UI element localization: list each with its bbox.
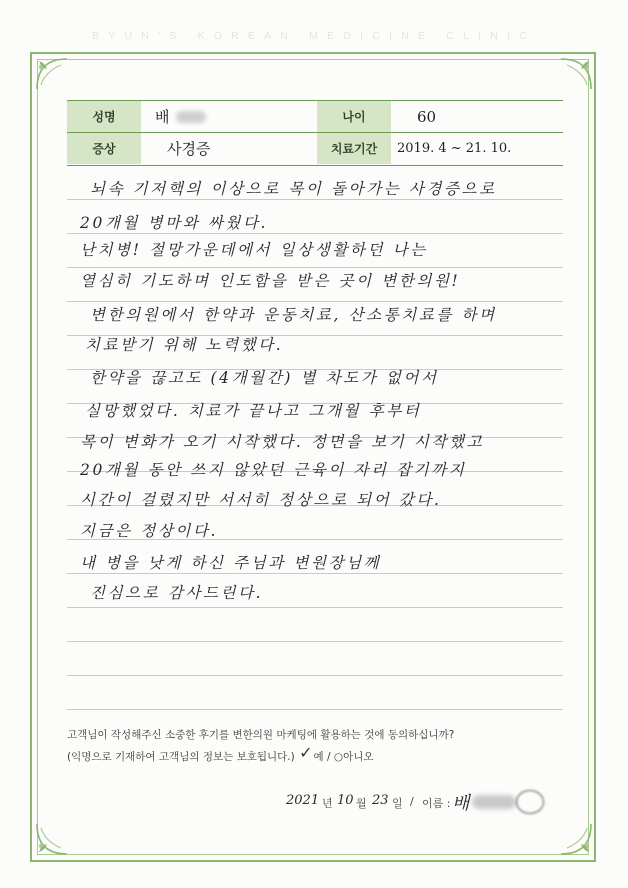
name-redaction-blur	[176, 111, 206, 123]
ruled-line	[67, 573, 563, 574]
testimonial-line: 난치병! 절망가운데에서 일상생활하던 나는	[80, 241, 428, 259]
consent-question: 고객님이 작성해주신 소중한 후기를 변한의원 마케팅에 활용하는 것에 동의하십니까?	[67, 729, 455, 741]
corner-ornament-icon	[557, 820, 595, 858]
ruled-line	[67, 709, 563, 710]
consent-yes-option[interactable]: 예	[313, 751, 324, 763]
period-value: 2019. 4 ~ 21. 10.	[397, 141, 512, 156]
testimonial-line: 20개월 동안 쓰지 않았던 근육이 자리 잡기까지	[80, 461, 467, 479]
symptom-label: 증상	[67, 133, 141, 164]
testimonial-line: 변한의원에서 한약과 운동치료, 산소통치료를 하며	[90, 306, 497, 324]
consent-notice: (익명으로 기재하여 고객님의 정보는 보호됩니다.)	[67, 751, 295, 763]
ruled-line	[67, 301, 563, 302]
testimonial-line: 목이 변화가 오기 시작했다. 정면을 보기 시작했고	[80, 433, 485, 451]
age-value: 60	[417, 107, 437, 126]
corner-ornament-icon	[557, 55, 595, 93]
ruled-line	[67, 267, 563, 268]
clinic-name-header: BYUN'S KOREAN MEDICINE CLINIC	[92, 30, 536, 42]
date-month: 10	[337, 793, 354, 808]
testimonial-line: 지금은 정상이다.	[80, 522, 219, 540]
testimonial-line: 실망했었다. 치료가 끝나고 그개월 후부터	[85, 402, 422, 420]
ruled-line	[67, 675, 563, 676]
corner-ornament-icon	[33, 55, 71, 93]
signature-name: 배	[452, 793, 470, 814]
symptom-value: 사경증	[167, 140, 211, 158]
date-month-unit: 월	[356, 797, 367, 810]
date-year-unit: 년	[322, 797, 333, 810]
empty-circle-icon: ○	[333, 751, 344, 763]
testimonial-line: 뇌속 기저핵의 이상으로 목이 돌아가는 사경증으로	[90, 180, 497, 198]
testimonial-line: 내 병을 낫게 하신 주님과 변원장님께	[80, 554, 382, 572]
age-label: 나이	[317, 101, 391, 132]
ruled-line	[67, 233, 563, 234]
date-day: 23	[372, 793, 389, 808]
testimonial-line: 치료받기 위해 노력했다.	[85, 336, 284, 354]
date-name-separator: /	[410, 795, 414, 808]
date-year: 2021	[286, 793, 320, 808]
period-label: 치료기간	[317, 133, 391, 164]
testimonial-line: 시간이 걸렸지만 서서히 정상으로 되어 갔다.	[80, 491, 442, 509]
ruled-line	[67, 641, 563, 642]
patient-info-table	[67, 100, 563, 166]
check-mark-icon: ✓	[299, 743, 313, 762]
name-value-text: 배	[155, 108, 170, 126]
testimonial-line: 한약을 끊고도 (4개월간) 별 차도가 없어서	[90, 369, 439, 387]
ruled-line	[67, 199, 563, 200]
testimonial-line: 열심히 기도하며 인도함을 받은 곳이 변한의원!	[80, 272, 461, 290]
ruled-line	[67, 607, 563, 608]
testimonial-line: 20개월 병마와 싸웠다.	[80, 214, 269, 232]
info-row-symptom-period	[67, 133, 563, 164]
corner-ornament-icon	[33, 820, 71, 858]
consent-no-option[interactable]: 아니오	[343, 751, 374, 763]
name-value	[141, 101, 317, 132]
name-label: 성명	[67, 101, 141, 132]
consent-options-row	[67, 745, 374, 764]
date-signature-row	[0, 791, 628, 815]
name-signature-label: 이름 :	[422, 797, 451, 810]
consent-separator: /	[327, 751, 331, 763]
testimonial-line: 진심으로 감사드린다.	[90, 584, 264, 602]
date-day-unit: 일	[392, 797, 403, 810]
info-row-name-age	[67, 101, 563, 133]
